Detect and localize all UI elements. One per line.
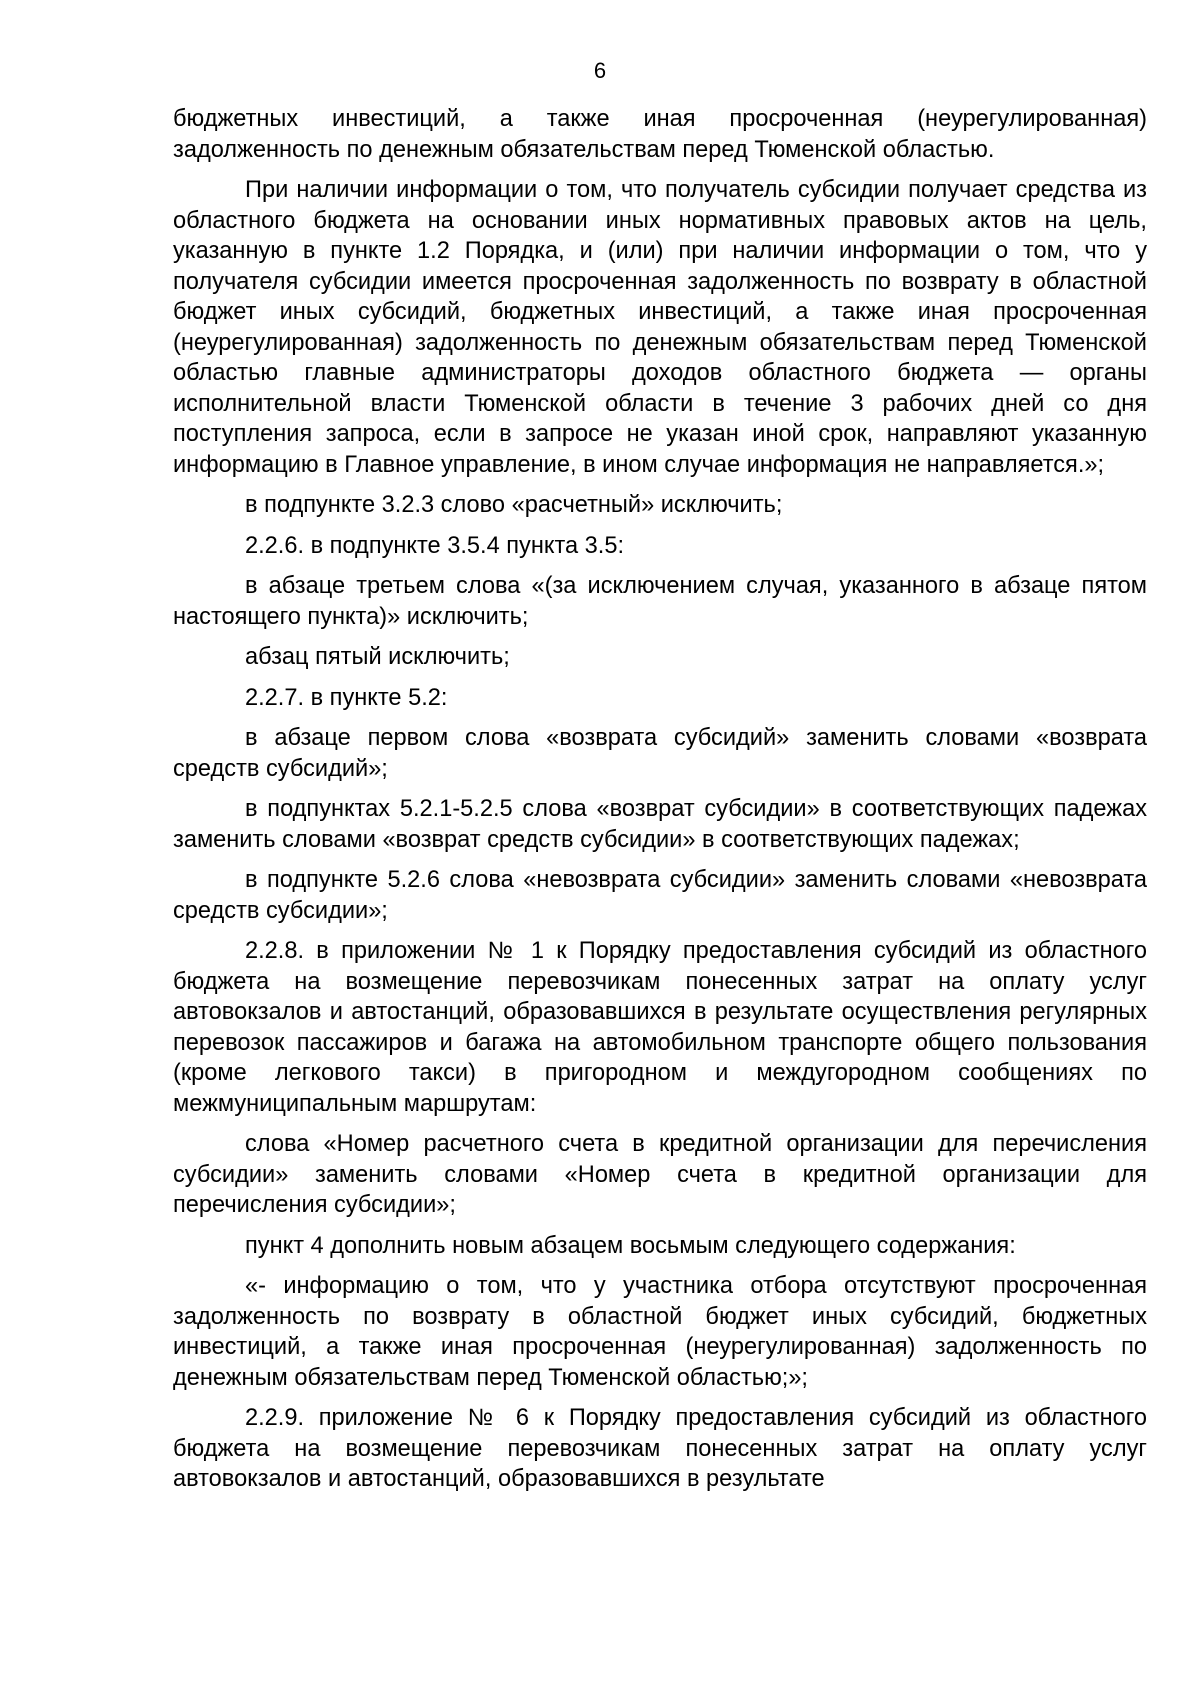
paragraph: слова «Номер расчетного счета в кредитной организации для перечисления субсидии» заменить словами «Номер счета в кредитной организации для перечисления субсидии»; bbox=[173, 1131, 1147, 1218]
paragraph: «- информацию о том, что у участника отбора отсутствуют просроченная задолженность по возврату в областной бюджет иных субсидий, бюджетных инвестиций, а также иная просроченная (неурегулированная) задолженность по денежным обязательствам перед Тюменской областью;»; bbox=[173, 1273, 1147, 1391]
paragraph: в подпункте 5.2.6 слова «невозврата субсидии» заменить словами «невозврата средств субсидии»; bbox=[173, 867, 1147, 924]
paragraph: пункт 4 дополнить новым абзацем восьмым следующего содержания: bbox=[245, 1232, 1016, 1259]
paragraph: в подпунктах 5.2.1-5.2.5 слова «возврат субсидии» в соответствующих падежах заменить словами «возврат средств субсидии» в соответствующих падежах; bbox=[173, 796, 1147, 853]
document-body bbox=[173, 104, 1147, 1505]
paragraph: 2.2.9. приложение № 6 к Порядку предоставления субсидий из областного бюджета на возмещение перевозчикам понесенных затрат на оплату услуг автовокзалов и автостанций, образовавшихся в результате bbox=[173, 1405, 1147, 1492]
paragraph: в абзаце первом слова «возврата субсидий» заменить словами «возврата средств субсидий»; bbox=[173, 725, 1147, 782]
paragraph: 2.2.8. в приложении № 1 к Порядку предоставления субсидий из областного бюджета на возмещение перевозчикам понесенных затрат на оплату услуг автовокзалов и автостанций, образовавшихся в результате осуществления регулярных перевозок пассажиров и багажа на автомобильном транспорте общего пользования (кроме легкового такси) в пригородном и междугородном сообщениях по межмуниципальным маршрутам: bbox=[173, 938, 1147, 1117]
paragraph: При наличии информации о том, что получатель субсидии получает средства из областного бюджета на основании иных нормативных правовых актов на цель, указанную в пункте 1.2 Порядка, и (или) при наличии информации о том, что у получателя субсидии имеется просроченная задолженность по возврату в областной бюджет иных субсидий, бюджетных инвестиций, а также иная просроченная (неурегулированная) задолженность по денежным обязательствам перед Тюменской областью главные администраторы доходов областного бюджета — органы исполнительной власти Тюменской области в течение 3 рабочих дней со дня поступления запроса, если в запросе не указан иной срок, направляют указанную информацию в Главное управление, в ином случае информация не направляется.»; bbox=[173, 177, 1147, 478]
paragraph: абзац пятый исключить; bbox=[245, 644, 510, 670]
paragraph: в подпункте 3.2.3 слово «расчетный» исключить; bbox=[245, 492, 783, 518]
paragraph: в абзаце третьем слова «(за исключением случая, указанного в абзаце пятом настоящего пункта)» исключить; bbox=[173, 573, 1147, 630]
paragraph: бюджетных инвестиций, а также иная просроченная (неурегулированная) задолженность по денежным обязательствам перед Тюменской областью. bbox=[173, 106, 1147, 163]
paragraph: 2.2.7. в пункте 5.2: bbox=[245, 684, 448, 711]
paragraph: 2.2.6. в подпункте 3.5.4 пункта 3.5: bbox=[245, 532, 625, 559]
page-number: 6 bbox=[593, 58, 607, 83]
